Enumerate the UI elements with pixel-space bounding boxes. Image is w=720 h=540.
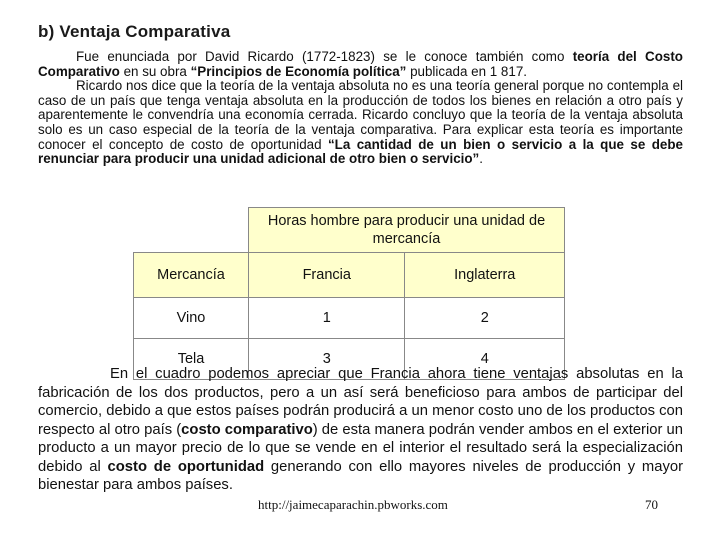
empty-corner-cell — [134, 208, 249, 253]
table-cell: 2 — [405, 298, 565, 339]
column-header: Francia — [249, 253, 405, 298]
section-heading: b) Ventaja Comparativa — [38, 22, 231, 41]
table-cell: Vino — [134, 298, 249, 339]
comparison-table — [133, 207, 565, 380]
page-number: 70 — [645, 497, 658, 512]
text-span: publicada en 1 817. — [406, 63, 527, 79]
column-header: Mercancía — [134, 253, 249, 298]
text-span: generando con ello mayores niveles de producción y mayor bienestar para ambos países. — [38, 458, 684, 493]
table-cell: 1 — [249, 298, 405, 339]
table-row — [134, 298, 565, 339]
column-header: Inglaterra — [405, 253, 565, 298]
table-group-header-row — [134, 208, 565, 253]
text-span: . — [479, 151, 483, 167]
bold-definition: “La cantidad de un bien o servicio a la que se debe renunciar para producir una unidad adicional de otro bien o servicio” — [38, 136, 683, 167]
analysis-paragraph — [38, 365, 683, 495]
bold-term: costo comparativo — [181, 421, 313, 438]
bold-term: costo de oportunidad — [107, 458, 265, 475]
table-cell: 3 — [249, 339, 405, 380]
intro-paragraph — [38, 50, 683, 167]
text-span: ) de esta manera podrán vender ambos en el exterior un producto a un mayor precio de lo que se vende en el interior el resultado será la especialización debido al — [38, 421, 684, 475]
analysis-text — [38, 365, 683, 495]
text-span: Ricardo nos dice que la teoría de la ventaja absoluta no es una teoría general porque no contempla el caso de un país que tenga ventaja absoluta en la producción de todos los bienes en relación a otro país y aparentemente le convendría una economía cerrada. Ricardo concluyo que la teoría de la ventaja absoluta solo es un caso especial de la teoría de la ventaja comparativa. Para explicar esta teoría es importante conocer el concepto de costo de oportunidad — [38, 78, 683, 152]
group-header-cell: Horas hombre para producir una unidad de mercancía — [249, 208, 565, 253]
intro-sentence-1 — [38, 50, 683, 79]
bold-term: teoría del Costo Comparativo — [38, 49, 683, 79]
intro-sentence-2 — [38, 79, 683, 167]
text-span: en su obra — [119, 63, 191, 79]
footer-url: http://jaimecaparachin.pbworks.com — [258, 497, 448, 512]
bold-title: “Principios de Economía política” — [190, 63, 407, 79]
table-cell: 4 — [405, 339, 565, 380]
text-span: En el cuadro podemos apreciar que Francia ahora tiene ventajas absolutas en la fabricación de los dos productos, pero a un así será beneficioso para ambos de participar del comercio, debido a que estos países podrán producirá a un menor costo uno de los productos con respecto al otro país ( — [38, 366, 683, 438]
table-header-row — [134, 253, 565, 298]
text-span: Fue enunciada por David Ricardo (1772-1823) se le conoce también como — [76, 49, 573, 64]
table-cell: Tela — [134, 339, 249, 380]
